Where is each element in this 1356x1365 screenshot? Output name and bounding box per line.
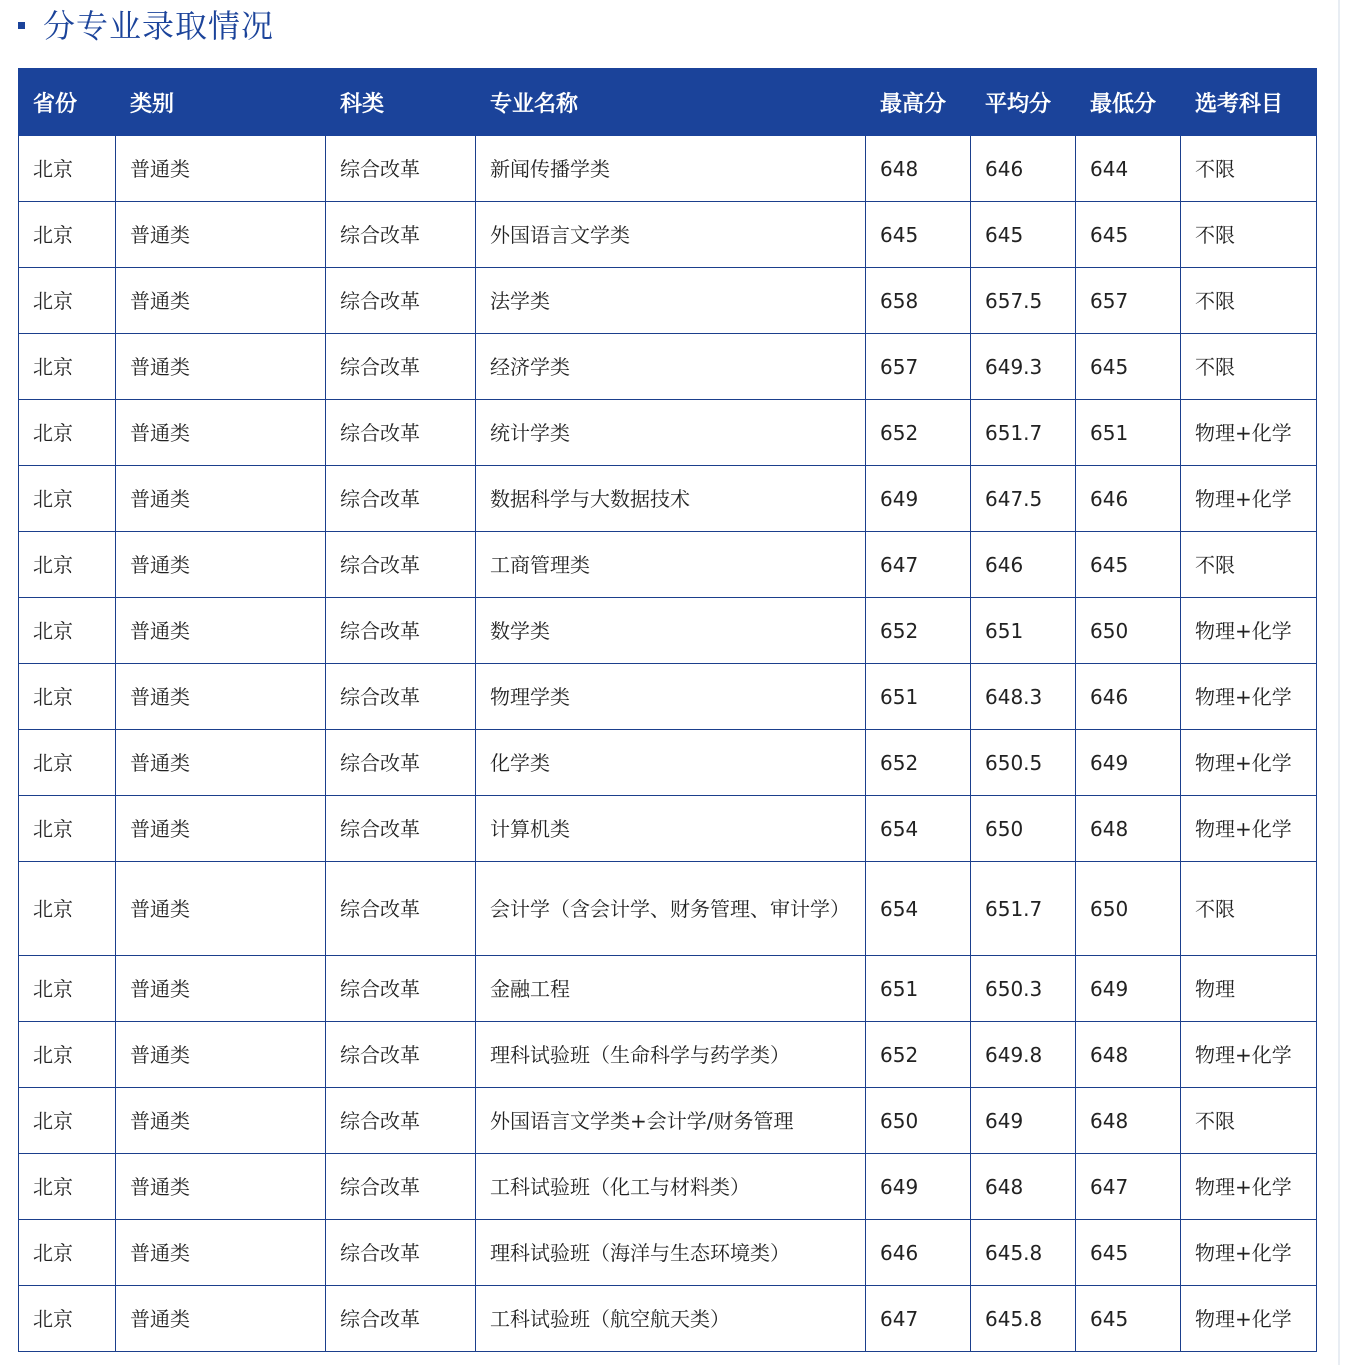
- province-cell: 北京: [19, 796, 116, 862]
- subject-type-cell: 综合改革: [326, 334, 476, 400]
- table-row: [19, 1286, 1317, 1352]
- lowest-score-cell: 649: [1076, 730, 1181, 796]
- required-subjects-cell: 物理+化学: [1181, 400, 1317, 466]
- table-row: [19, 466, 1317, 532]
- table-row: [19, 1154, 1317, 1220]
- subject-type-cell: 综合改革: [326, 730, 476, 796]
- average-score-cell: 650: [971, 796, 1076, 862]
- table-row: [19, 862, 1317, 956]
- category-cell: 普通类: [116, 598, 326, 664]
- table-row: [19, 268, 1317, 334]
- lowest-score-cell: 644: [1076, 136, 1181, 202]
- table-row: [19, 664, 1317, 730]
- subject-type-cell: 综合改革: [326, 532, 476, 598]
- table-row: [19, 598, 1317, 664]
- major-name-cell: 统计学类: [476, 400, 866, 466]
- highest-score-cell: 652: [866, 1022, 971, 1088]
- province-cell: 北京: [19, 1286, 116, 1352]
- required-subjects-cell: 物理: [1181, 956, 1317, 1022]
- average-score-cell: 647.5: [971, 466, 1076, 532]
- average-score-cell: 651.7: [971, 862, 1076, 956]
- required-subjects-cell: 物理+化学: [1181, 1286, 1317, 1352]
- required-subjects-cell: 物理+化学: [1181, 1154, 1317, 1220]
- column-header-major: 专业名称: [476, 69, 866, 136]
- lowest-score-cell: 645: [1076, 1286, 1181, 1352]
- average-score-cell: 646: [971, 136, 1076, 202]
- major-name-cell: 数学类: [476, 598, 866, 664]
- required-subjects-cell: 不限: [1181, 532, 1317, 598]
- lowest-score-cell: 648: [1076, 1088, 1181, 1154]
- category-cell: 普通类: [116, 1022, 326, 1088]
- major-name-cell: 外国语言文学类: [476, 202, 866, 268]
- category-cell: 普通类: [116, 400, 326, 466]
- table-row: [19, 334, 1317, 400]
- category-cell: 普通类: [116, 730, 326, 796]
- lowest-score-cell: 645: [1076, 202, 1181, 268]
- major-name-cell: 金融工程: [476, 956, 866, 1022]
- average-score-cell: 645.8: [971, 1286, 1076, 1352]
- category-cell: 普通类: [116, 862, 326, 956]
- average-score-cell: 648: [971, 1154, 1076, 1220]
- province-cell: 北京: [19, 400, 116, 466]
- average-score-cell: 657.5: [971, 268, 1076, 334]
- required-subjects-cell: 不限: [1181, 202, 1317, 268]
- highest-score-cell: 651: [866, 664, 971, 730]
- lowest-score-cell: 648: [1076, 1022, 1181, 1088]
- subject-type-cell: 综合改革: [326, 956, 476, 1022]
- highest-score-cell: 648: [866, 136, 971, 202]
- required-subjects-cell: 物理+化学: [1181, 598, 1317, 664]
- province-cell: 北京: [19, 334, 116, 400]
- province-cell: 北京: [19, 956, 116, 1022]
- category-cell: 普通类: [116, 956, 326, 1022]
- province-cell: 北京: [19, 1022, 116, 1088]
- subject-type-cell: 综合改革: [326, 1022, 476, 1088]
- column-header-lowest-score: 最低分: [1076, 69, 1181, 136]
- province-cell: 北京: [19, 598, 116, 664]
- highest-score-cell: 657: [866, 334, 971, 400]
- lowest-score-cell: 648: [1076, 796, 1181, 862]
- major-name-cell: 物理学类: [476, 664, 866, 730]
- subject-type-cell: 综合改革: [326, 1220, 476, 1286]
- required-subjects-cell: 不限: [1181, 1088, 1317, 1154]
- average-score-cell: 650.3: [971, 956, 1076, 1022]
- lowest-score-cell: 646: [1076, 664, 1181, 730]
- major-name-cell: 工商管理类: [476, 532, 866, 598]
- table-row: [19, 136, 1317, 202]
- highest-score-cell: 652: [866, 598, 971, 664]
- province-cell: 北京: [19, 466, 116, 532]
- highest-score-cell: 649: [866, 1154, 971, 1220]
- lowest-score-cell: 650: [1076, 862, 1181, 956]
- category-cell: 普通类: [116, 136, 326, 202]
- lowest-score-cell: 657: [1076, 268, 1181, 334]
- required-subjects-cell: 物理+化学: [1181, 1022, 1317, 1088]
- province-cell: 北京: [19, 862, 116, 956]
- major-name-cell: 会计学（含会计学、财务管理、审计学）: [476, 862, 866, 956]
- category-cell: 普通类: [116, 268, 326, 334]
- table-row: [19, 400, 1317, 466]
- table-row: [19, 956, 1317, 1022]
- average-score-cell: 645.8: [971, 1220, 1076, 1286]
- table-row: [19, 1022, 1317, 1088]
- average-score-cell: 648.3: [971, 664, 1076, 730]
- lowest-score-cell: 649: [1076, 956, 1181, 1022]
- average-score-cell: 651.7: [971, 400, 1076, 466]
- subject-type-cell: 综合改革: [326, 862, 476, 956]
- major-name-cell: 计算机类: [476, 796, 866, 862]
- major-name-cell: 理科试验班（生命科学与药学类）: [476, 1022, 866, 1088]
- subject-type-cell: 综合改革: [326, 1088, 476, 1154]
- major-name-cell: 外国语言文学类+会计学/财务管理: [476, 1088, 866, 1154]
- table-row: [19, 202, 1317, 268]
- column-header-average-score: 平均分: [971, 69, 1076, 136]
- highest-score-cell: 652: [866, 400, 971, 466]
- subject-type-cell: 综合改革: [326, 466, 476, 532]
- major-name-cell: 理科试验班（海洋与生态环境类）: [476, 1220, 866, 1286]
- average-score-cell: 649.3: [971, 334, 1076, 400]
- lowest-score-cell: 647: [1076, 1154, 1181, 1220]
- subject-type-cell: 综合改革: [326, 796, 476, 862]
- lowest-score-cell: 646: [1076, 466, 1181, 532]
- category-cell: 普通类: [116, 664, 326, 730]
- province-cell: 北京: [19, 532, 116, 598]
- required-subjects-cell: 不限: [1181, 862, 1317, 956]
- lowest-score-cell: 650: [1076, 598, 1181, 664]
- subject-type-cell: 综合改革: [326, 1154, 476, 1220]
- subject-type-cell: 综合改革: [326, 1286, 476, 1352]
- required-subjects-cell: 不限: [1181, 136, 1317, 202]
- average-score-cell: 650.5: [971, 730, 1076, 796]
- column-header-province: 省份: [19, 69, 116, 136]
- highest-score-cell: 654: [866, 862, 971, 956]
- major-name-cell: 化学类: [476, 730, 866, 796]
- subject-type-cell: 综合改革: [326, 136, 476, 202]
- lowest-score-cell: 645: [1076, 1220, 1181, 1286]
- required-subjects-cell: 物理+化学: [1181, 796, 1317, 862]
- highest-score-cell: 649: [866, 466, 971, 532]
- major-name-cell: 经济学类: [476, 334, 866, 400]
- highest-score-cell: 654: [866, 796, 971, 862]
- highest-score-cell: 645: [866, 202, 971, 268]
- average-score-cell: 651: [971, 598, 1076, 664]
- category-cell: 普通类: [116, 1220, 326, 1286]
- province-cell: 北京: [19, 202, 116, 268]
- table-row: [19, 532, 1317, 598]
- category-cell: 普通类: [116, 334, 326, 400]
- highest-score-cell: 647: [866, 1286, 971, 1352]
- column-header-subject-type: 科类: [326, 69, 476, 136]
- section-title: 分专业录取情况: [43, 7, 275, 45]
- average-score-cell: 645: [971, 202, 1076, 268]
- admission-scores-table: [18, 68, 1317, 1352]
- highest-score-cell: 646: [866, 1220, 971, 1286]
- province-cell: 北京: [19, 730, 116, 796]
- major-name-cell: 工科试验班（化工与材料类）: [476, 1154, 866, 1220]
- category-cell: 普通类: [116, 796, 326, 862]
- column-header-highest-score: 最高分: [866, 69, 971, 136]
- highest-score-cell: 650: [866, 1088, 971, 1154]
- category-cell: 普通类: [116, 466, 326, 532]
- category-cell: 普通类: [116, 1088, 326, 1154]
- category-cell: 普通类: [116, 202, 326, 268]
- table-row: [19, 1088, 1317, 1154]
- province-cell: 北京: [19, 1088, 116, 1154]
- required-subjects-cell: 物理+化学: [1181, 664, 1317, 730]
- column-header-category: 类别: [116, 69, 326, 136]
- section-heading: [18, 0, 274, 48]
- required-subjects-cell: 物理+化学: [1181, 1220, 1317, 1286]
- table-body: [19, 136, 1317, 1352]
- subject-type-cell: 综合改革: [326, 598, 476, 664]
- lowest-score-cell: 651: [1076, 400, 1181, 466]
- highest-score-cell: 647: [866, 532, 971, 598]
- lowest-score-cell: 645: [1076, 334, 1181, 400]
- highest-score-cell: 658: [866, 268, 971, 334]
- right-divider: [1338, 0, 1340, 1365]
- table-row: [19, 796, 1317, 862]
- table-row: [19, 1220, 1317, 1286]
- column-header-required-subjects: 选考科目: [1181, 69, 1317, 136]
- category-cell: 普通类: [116, 1154, 326, 1220]
- required-subjects-cell: 物理+化学: [1181, 466, 1317, 532]
- subject-type-cell: 综合改革: [326, 268, 476, 334]
- average-score-cell: 649.8: [971, 1022, 1076, 1088]
- required-subjects-cell: 不限: [1181, 334, 1317, 400]
- required-subjects-cell: 物理+化学: [1181, 730, 1317, 796]
- major-name-cell: 工科试验班（航空航天类）: [476, 1286, 866, 1352]
- highest-score-cell: 652: [866, 730, 971, 796]
- province-cell: 北京: [19, 268, 116, 334]
- province-cell: 北京: [19, 136, 116, 202]
- major-name-cell: 数据科学与大数据技术: [476, 466, 866, 532]
- subject-type-cell: 综合改革: [326, 664, 476, 730]
- average-score-cell: 649: [971, 1088, 1076, 1154]
- highest-score-cell: 651: [866, 956, 971, 1022]
- province-cell: 北京: [19, 664, 116, 730]
- table-row: [19, 730, 1317, 796]
- required-subjects-cell: 不限: [1181, 268, 1317, 334]
- major-name-cell: 法学类: [476, 268, 866, 334]
- lowest-score-cell: 645: [1076, 532, 1181, 598]
- subject-type-cell: 综合改革: [326, 202, 476, 268]
- subject-type-cell: 综合改革: [326, 400, 476, 466]
- province-cell: 北京: [19, 1154, 116, 1220]
- category-cell: 普通类: [116, 532, 326, 598]
- square-bullet-icon: [18, 22, 25, 29]
- average-score-cell: 646: [971, 532, 1076, 598]
- table-header-row: [19, 69, 1317, 136]
- major-name-cell: 新闻传播学类: [476, 136, 866, 202]
- category-cell: 普通类: [116, 1286, 326, 1352]
- province-cell: 北京: [19, 1220, 116, 1286]
